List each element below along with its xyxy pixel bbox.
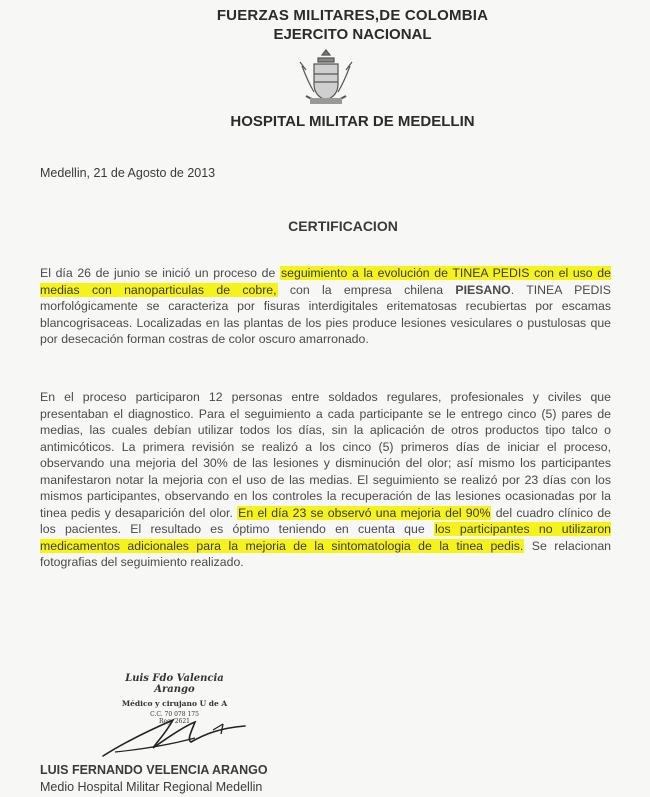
- p2-text-a: En el proceso participaron 12 personas entre soldados regulares, profesionales y civiles que presentaban el diagnostico. Para el seguimiento a cada participante se le entrego cinco (5) pares de medias, las cuales debían utilizar todos los días, sin la aplicación de otros productos tipo talco o antimicóticos. La primera revisión se realizó a los cinco (5) primeros días de iniciar el proceso, observando una mejoria del 30% de las lesiones y disminución del olor; así mismo los participantes manifestaron notar la mejoria con el uso de las medias. El seguimiento se realizó por 23 días con los mismos participantes, observando en los controles la recuperación de las lesiones ocasionadas por la tinea pedis y desaparición del olor.: [40, 390, 611, 520]
- stamp-name: Luis Fdo Valencia Arango: [125, 673, 224, 695]
- signer-role: Medio Hospital Militar Regional Medellin: [40, 780, 263, 794]
- p1-text-b: con la empresa chilena: [277, 282, 456, 297]
- hospital-name: HOSPITAL MILITAR DE MEDELLIN: [230, 113, 475, 130]
- paragraph-1: [40, 265, 611, 348]
- p2-text-c: Se relacionan fotografias del seguimiento realizado.: [40, 538, 611, 569]
- p1-text-c: . TINEA PEDIS morfológicamente se caracteriza por fisuras interdigitales eritematosas recubiertas por escamas blancogrisaceas. Localizadas en las plantas de los pies produce lesiones vesiculares o pustulosas que por desecación forman costras de color oscuro amarronado.: [40, 282, 611, 346]
- p2-highlight-2: los participantes no utilizaron medicamentos adicionales para la mejoria de la sintomatologia de la tinea pedis.: [40, 522, 611, 553]
- p2-highlight-1: En el día 23 se observó una mejoria del 90%: [238, 505, 491, 520]
- company-name: PIESANO: [455, 282, 511, 297]
- handwritten-signature: [95, 712, 275, 762]
- p1-highlight: seguimiento a la evolución de TINEA PEDIS con el uso de medias con nanoparticulas de cobre,: [40, 266, 611, 297]
- stamp-role: Médico y cirujano U de A: [121, 699, 228, 708]
- document-title: CERTIFICACION: [288, 218, 398, 234]
- p1-text-a: El día 26 de junio se inició un proceso de: [40, 266, 280, 280]
- p2-text-b: del cuadro clínico de los pacientes. El resultado es óptimo teniendo en cuenta que: [40, 505, 612, 536]
- letterhead-line-1: FUERZAS MILITARES,DE COLOMBIA: [216, 7, 489, 24]
- letterhead-line-2: EJERCITO NACIONAL: [273, 26, 432, 43]
- stamp-reg: Reg. 2621: [159, 718, 190, 725]
- stamp-cc: C.C. 70 078 175: [150, 711, 199, 718]
- document-date: Medellin, 21 de Agosto de 2013: [40, 166, 216, 180]
- paragraph-2: [40, 389, 611, 571]
- coat-of-arms-icon: [296, 46, 356, 108]
- signer-name: LUIS FERNANDO VELENCIA ARANGO: [40, 763, 268, 777]
